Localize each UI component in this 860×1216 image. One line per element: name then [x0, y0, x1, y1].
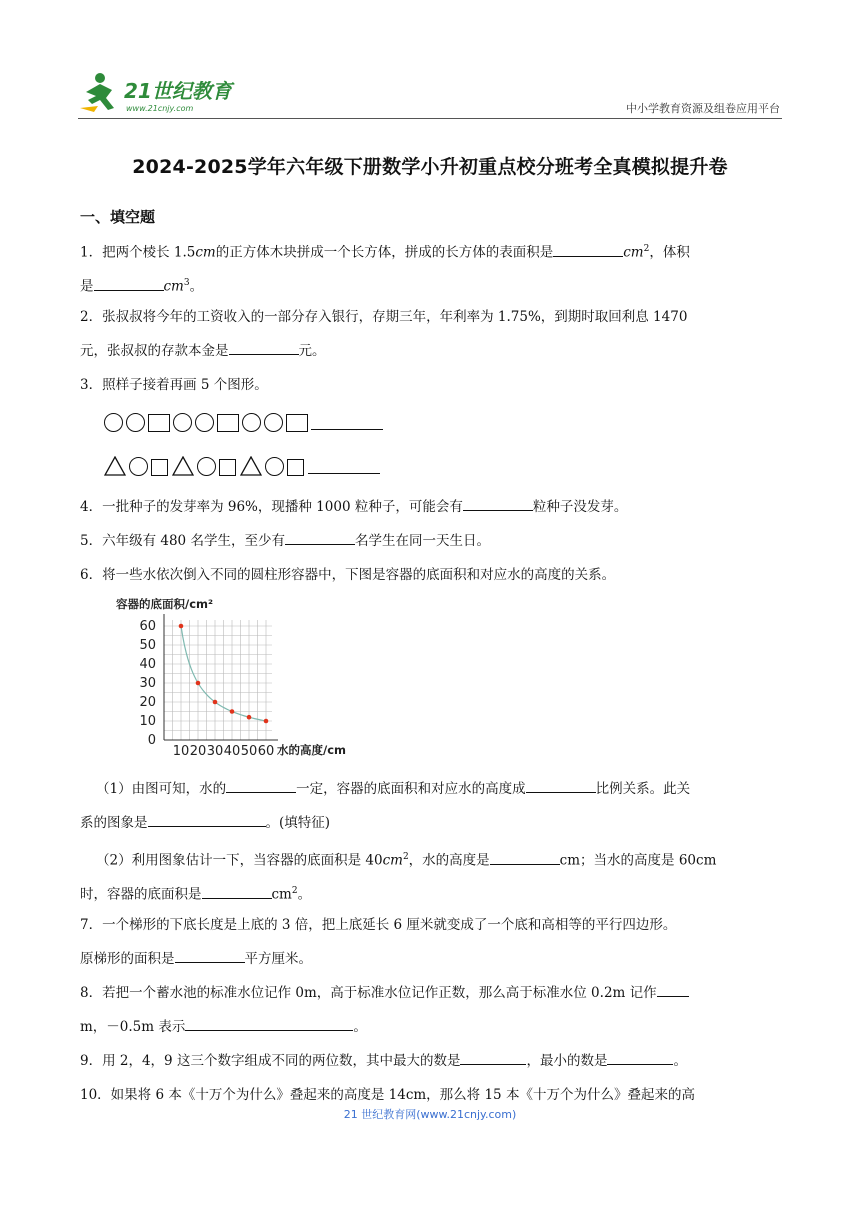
data-point [247, 715, 252, 720]
circle-shape [173, 413, 192, 432]
question-6-2-line-1: （2）利用图象估计一下，当容器的底面积是 $40cm^2$，水的高度是 cm；当水的高度是 60cm [96, 840, 780, 878]
question-7-line-2: 原梯形的面积是 平方厘米。 [80, 942, 780, 976]
x-tick-label: 60 [257, 744, 275, 759]
question-1-line-1: 1．把两个棱长 1.5cm的正方体木块拼成一个长方体，拼成的长方体的表面积是 $cm^2$，体积 [80, 232, 780, 270]
logo-url: www.21cnjy.com [126, 104, 194, 113]
circle-shape [104, 413, 123, 432]
square-shape [151, 459, 168, 476]
answer-blank[interactable] [185, 1016, 353, 1031]
y-tick-label: 10 [139, 714, 156, 729]
y-tick-label: 30 [139, 676, 156, 691]
triangle-shape [172, 456, 194, 476]
y-tick-label: 50 [139, 638, 156, 653]
data-point [196, 681, 201, 686]
area-height-chart [104, 594, 364, 764]
answer-blank[interactable] [175, 948, 245, 963]
x-tick-label: 50 [240, 744, 258, 759]
square-shape [286, 414, 308, 432]
circle-shape [264, 413, 283, 432]
logo [78, 68, 258, 118]
data-point [264, 719, 269, 724]
answer-blank[interactable] [229, 340, 299, 355]
answer-blank[interactable] [526, 778, 596, 793]
question-5: 5．六年级有 480 名学生，至少有 名学生在同一天生日。 [80, 524, 780, 558]
x-tick-label: 30 [206, 744, 224, 759]
circle-shape [197, 457, 216, 476]
question-4: 4．一批种子的发芽率为 96%，现播种 1000 粒种子，可能会有 粒种子没发芽。 [80, 490, 780, 524]
x-tick-label: 20 [189, 744, 207, 759]
y-tick-label: 0 [147, 733, 156, 748]
platform-label: 中小学教育资源及组卷应用平台 [626, 102, 780, 115]
answer-blank[interactable] [226, 778, 296, 793]
square-shape [219, 459, 236, 476]
circle-shape [129, 457, 148, 476]
x-tick-label: 40 [223, 744, 241, 759]
question-6-1-line-2: 系的图象是 。(填特征) [80, 806, 780, 840]
answer-blank[interactable] [553, 242, 623, 257]
data-point [213, 700, 218, 705]
answer-blank[interactable] [490, 850, 560, 865]
question-2-line-1: 2．张叔叔将今年的工资收入的一部分存入银行，存期三年，年利率为 1.75%，到期时取回利息 1470 [80, 309, 688, 325]
question-1-line-2: 是 $cm^3$。 [80, 266, 780, 304]
answer-line[interactable] [311, 429, 383, 430]
question-9: 9．用 2，4，9 这三个数字组成不同的两位数，其中最大的数是 ，最小的数是 。 [80, 1044, 780, 1078]
question-10: 10．如果将 6 本《十万个为什么》叠起来的高度是 14cm，那么将 15 本《十万个为什么》叠起来的高 [80, 1087, 695, 1103]
answer-blank[interactable] [285, 530, 355, 545]
square-shape [148, 414, 170, 432]
data-point [179, 624, 184, 629]
runner-icon [80, 73, 114, 112]
answer-blank[interactable] [94, 276, 164, 291]
shape-pattern-row-1 [104, 408, 383, 432]
circle-shape [126, 413, 145, 432]
question-3: 3．照样子接着再画 5 个图形。 [80, 377, 268, 393]
y-tick-label: 60 [139, 619, 156, 634]
x-tick-label: 10 [172, 744, 190, 759]
question-6-1-line-1: （1）由图可知，水的 一定，容器的底面积和对应水的高度成 比例关系。此关 [96, 772, 780, 806]
section-heading: 一、填空题 [80, 208, 156, 226]
triangle-shape [240, 456, 262, 476]
page-title: 2024-2025学年六年级下册数学小升初重点校分班考全真模拟提升卷 [132, 156, 728, 178]
question-7-line-1: 7．一个梯形的下底长度是上底的 3 倍，把上底延长 6 厘米就变成了一个底和高相等的平行四边形。 [80, 917, 677, 933]
question-6-2-line-2: 时，容器的底面积是 $cm^2$。 [80, 874, 780, 912]
question-8-line-1: 8．若把一个蓄水池的标准水位记作 0m，高于标准水位记作正数，那么高于标准水位 0.2m 记作 [80, 976, 780, 1010]
square-shape [287, 459, 304, 476]
answer-blank[interactable] [202, 884, 272, 899]
logo-text: 21世纪教育 [124, 79, 232, 103]
circle-shape [265, 457, 284, 476]
x-axis-label: 水的高度/cm [277, 743, 346, 757]
footer-link[interactable]: 21 世纪教育网(www.21cnjy.com) [343, 1108, 517, 1121]
answer-line[interactable] [308, 473, 380, 474]
square-shape [217, 414, 239, 432]
question-2-line-2: 元，张叔叔的存款本金是 元。 [80, 334, 780, 368]
header-rule [78, 118, 782, 119]
answer-blank[interactable] [148, 812, 266, 827]
y-tick-label: 20 [139, 695, 156, 710]
answer-blank[interactable] [463, 496, 533, 511]
data-point [230, 709, 235, 714]
y-tick-label: 40 [139, 657, 156, 672]
circle-shape [195, 413, 214, 432]
triangle-shape [104, 456, 126, 476]
y-axis-label: 容器的底面积/cm² [116, 597, 214, 611]
question-6: 6．将一些水依次倒入不同的圆柱形容器中，下图是容器的底面积和对应水的高度的关系。 [80, 567, 616, 583]
answer-blank[interactable] [460, 1050, 526, 1065]
shape-pattern-row-2 [104, 452, 380, 476]
circle-shape [242, 413, 261, 432]
question-8-line-2: m，－0.5m 表示 。 [80, 1010, 780, 1044]
answer-blank[interactable] [657, 982, 689, 997]
answer-blank[interactable] [607, 1050, 673, 1065]
